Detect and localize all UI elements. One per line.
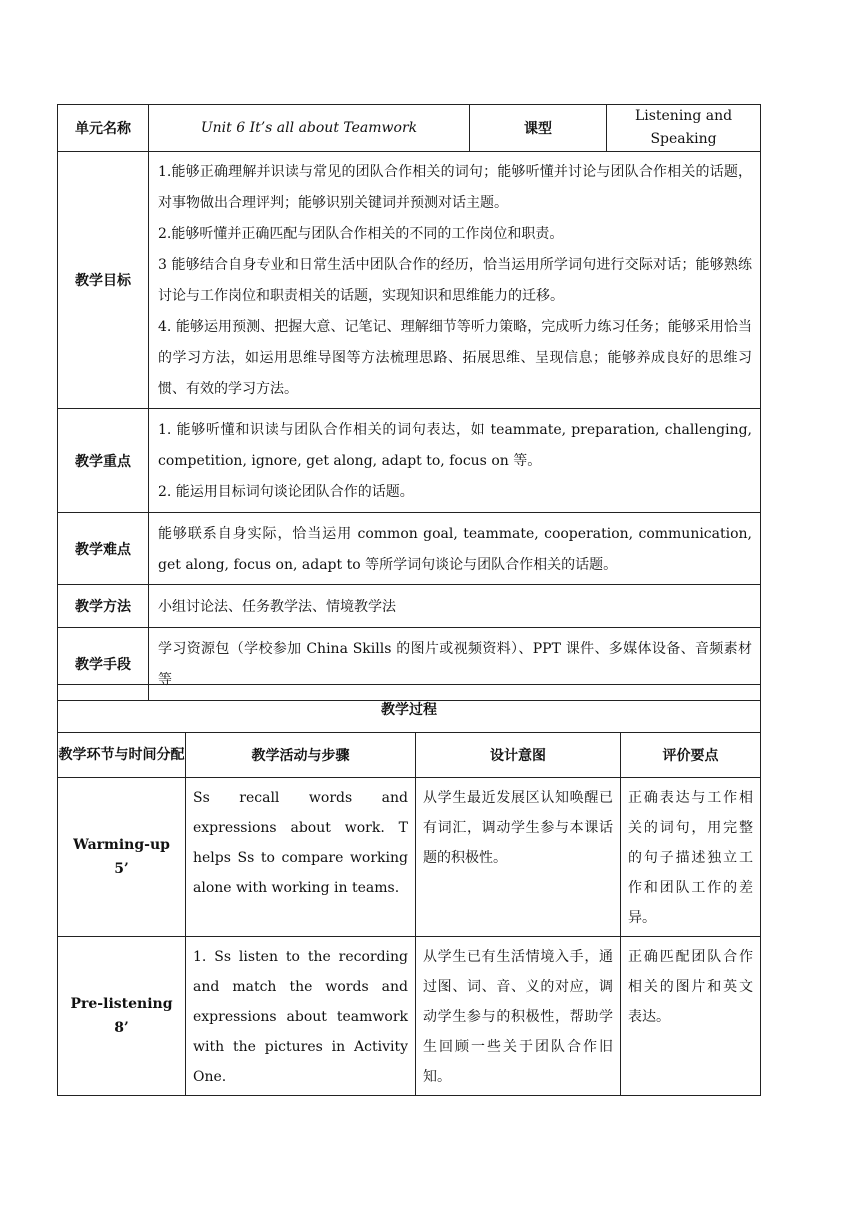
stage-name: Pre-listening	[70, 996, 173, 1012]
objective-item: 3 能够结合自身专业和日常生活中团队合作的经历，恰当运用所学词句进行交际对话；能够熟练讨论与工作岗位和职责相关的话题，实现知识和思维能力的迁移。	[158, 257, 752, 304]
process-title-row	[58, 685, 761, 733]
objective-item: 4. 能够运用预测、把握大意、记笔记、理解细节等听力策略，完成听力练习任务；能够采用恰当的学习方法，如运用思维导图等方法梳理思路、拓展思维、呈现信息；能够养成良好的思维习惯、有效的学习方法。	[158, 319, 752, 397]
methods-label: 教学方法	[58, 585, 149, 628]
table-row	[58, 937, 761, 1096]
key-points-content	[149, 409, 761, 513]
key-point-item: 1. 能够听懂和识读与团队合作相关的词句表达，如 teammate, preparation, challenging, competition, ignore, get along, adapt to, focus on 等。	[158, 422, 752, 469]
course-info-table	[57, 104, 761, 701]
difficulties-row	[58, 513, 761, 585]
means-label: 教学手段	[58, 628, 149, 701]
unit-row	[58, 105, 761, 152]
objective-item: 1.能够正确理解并识读与常见的团队合作相关的词句；能够听懂并讨论与团队合作相关的话题，对事物做出合理评判；能够识别关键词并预测对话主题。	[158, 164, 752, 211]
evaluation-cell: 正确表达与工作相关的词句，用完整的句子描述独立工作和团队工作的差异。	[621, 778, 761, 937]
stage-name: Warming-up	[73, 837, 170, 853]
key-points-label: 教学重点	[58, 409, 149, 513]
type-value: Listening and Speaking	[607, 105, 761, 152]
intent-cell: 从学生最近发展区认知唤醒已有词汇，调动学生参与本课话题的积极性。	[416, 778, 621, 937]
type-label: 课型	[470, 105, 607, 152]
header-activity: 教学活动与步骤	[186, 733, 416, 778]
table-row	[58, 778, 761, 937]
teaching-process-table	[57, 684, 761, 1096]
methods-content: 小组讨论法、任务教学法、情境教学法	[149, 585, 761, 628]
process-header-row	[58, 733, 761, 778]
objectives-label: 教学目标	[58, 152, 149, 409]
unit-label: 单元名称	[58, 105, 149, 152]
header-intent: 设计意图	[416, 733, 621, 778]
stage-time: 5’	[114, 861, 129, 877]
intent-cell: 从学生已有生活情境入手，通过图、词、音、义的对应，调动学生参与的积极性，帮助学生回顾一些关于团队合作旧知。	[416, 937, 621, 1096]
activity-cell: 1. Ss listen to the recording and match the words and expressions about teamwork with the pictures in Activity One.	[186, 937, 416, 1096]
key-points-row	[58, 409, 761, 513]
objectives-content	[149, 152, 761, 409]
header-evaluation: 评价要点	[621, 733, 761, 778]
means-content: 学习资源包（学校参加 China Skills 的图片或视频资料）、PPT 课件、多媒体设备、音频素材等	[149, 628, 761, 701]
header-stage: 教学环节与时间分配	[58, 733, 186, 778]
key-point-item: 2. 能运用目标词句谈论团队合作的话题。	[158, 484, 414, 500]
unit-name: Unit 6 It’s all about Teamwork	[149, 105, 470, 152]
difficulties-content: 能够联系自身实际，恰当运用 common goal, teammate, cooperation, communication, get along, focus on, adapt to 等所学词句谈论与团队合作相关的话题。	[149, 513, 761, 585]
evaluation-cell: 正确匹配团队合作相关的图片和英文表达。	[621, 937, 761, 1096]
stage-cell	[58, 778, 186, 937]
objective-item: 2.能够听懂并正确匹配与团队合作相关的不同的工作岗位和职责。	[158, 226, 564, 242]
stage-cell	[58, 937, 186, 1096]
process-title: 教学过程	[58, 685, 761, 733]
activity-cell: Ss recall words and expressions about work. T helps Ss to compare working alone with working in teams.	[186, 778, 416, 937]
methods-row	[58, 585, 761, 628]
difficulties-label: 教学难点	[58, 513, 149, 585]
objectives-row	[58, 152, 761, 409]
stage-time: 8’	[114, 1020, 129, 1036]
